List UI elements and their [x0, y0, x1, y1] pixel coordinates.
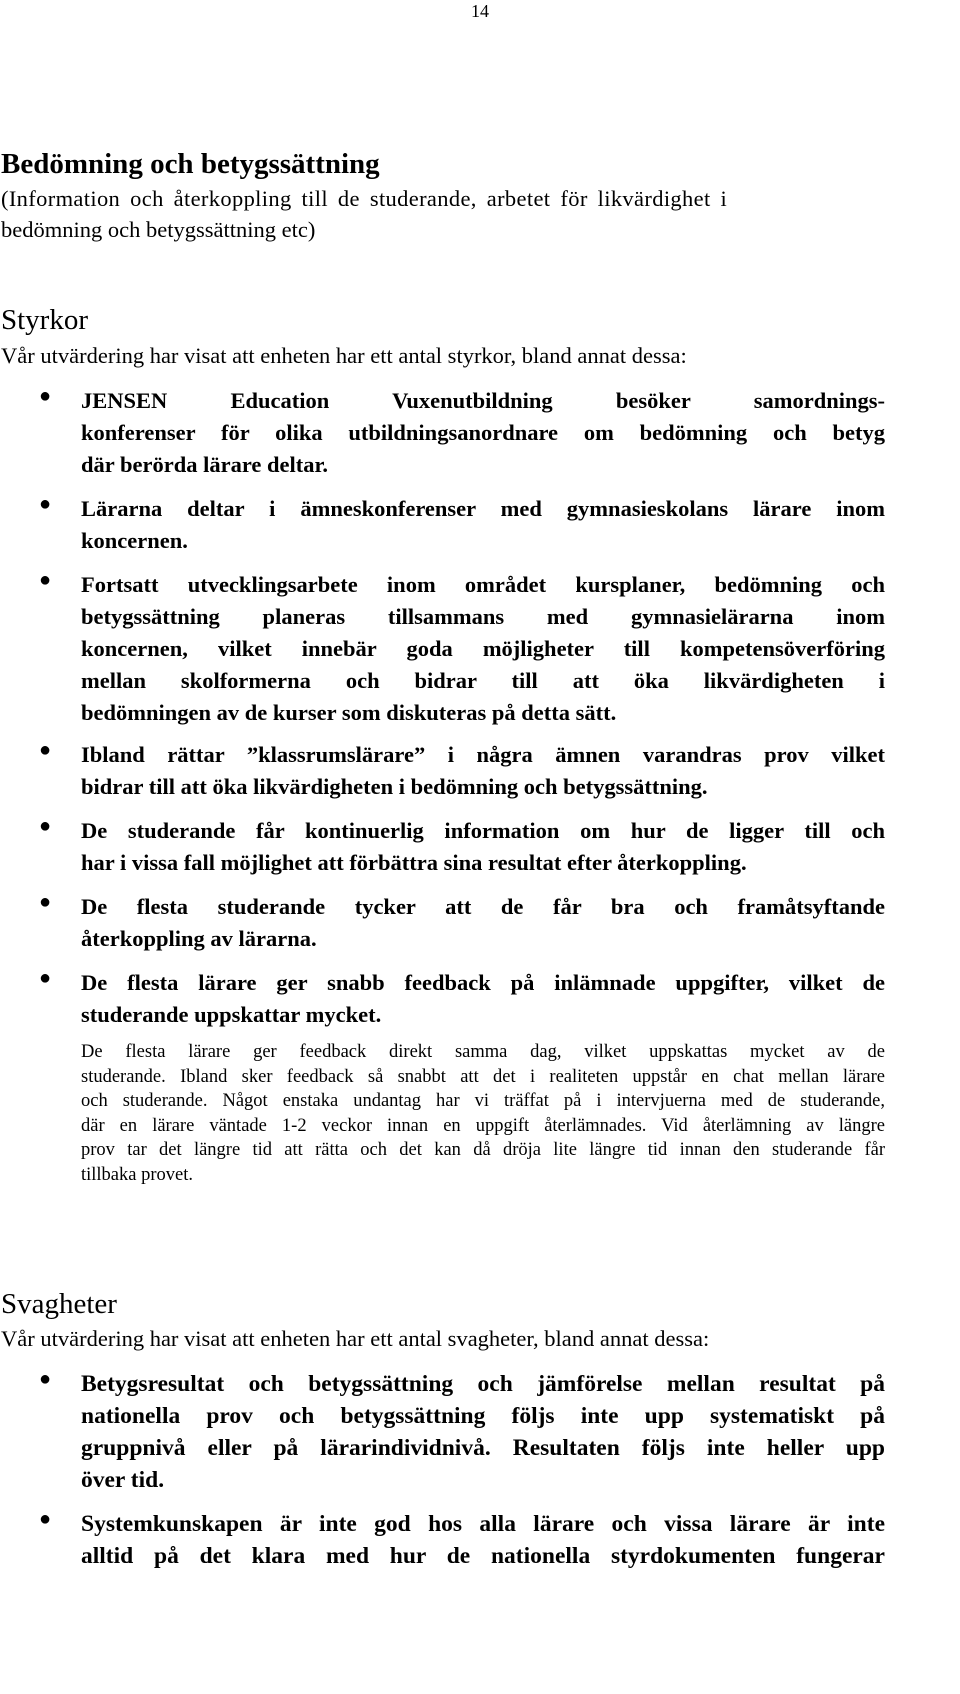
- text-line: där en lärare väntade 1-2 veckor innan en uppgift återlämnades. Vid återlämning av längre: [81, 1115, 885, 1136]
- text-line: studerande uppskattar mycket.: [81, 1002, 382, 1027]
- list-item-text: [81, 815, 885, 879]
- text-line: över tid.: [81, 1467, 165, 1493]
- text-line: gruppnivå eller på lärarindividnivå. Resultaten följs inte heller upp: [81, 1435, 885, 1461]
- text-line: betygssättning planeras tillsammans med gymnasielärarna inom: [81, 604, 885, 629]
- list-item-text: [81, 1508, 885, 1572]
- text-line: Systemkunskapen är inte god hos alla lärare och vissa lärare är inte: [81, 1511, 885, 1537]
- strengths-heading: Styrkor: [1, 304, 88, 336]
- bullet-icon: ●: [38, 1368, 52, 1390]
- bullet-icon: ●: [38, 1508, 52, 1530]
- list-item-text: [81, 1368, 885, 1496]
- text-line: JENSEN Education Vuxenutbildning besöker samordnings-: [81, 388, 885, 413]
- text-line: De flesta studerande tycker att de får bra och framåtsyftande: [81, 894, 885, 919]
- page-number: 14: [471, 1, 489, 21]
- text-line: konferenser för olika utbildningsanordnare om bedömning och betyg: [81, 420, 885, 445]
- text-line: mellan skolformerna och bidrar till att öka likvärdigheten i: [81, 668, 885, 693]
- list-item-text: [81, 739, 885, 803]
- section-subtitle-line: (Information och återkoppling till de studerande, arbetet för likvärdighet i: [1, 186, 728, 211]
- bullet-icon: ●: [38, 967, 52, 989]
- bullet-icon: ●: [38, 739, 52, 761]
- text-line: Ibland rättar ”klassrumslärare” i några ämnen varandras prov vilket: [81, 742, 885, 767]
- bullet-icon: ●: [38, 891, 52, 913]
- section-subtitle-line: bedömning och betygssättning etc): [1, 217, 316, 242]
- text-line: där berörda lärare deltar.: [81, 452, 329, 477]
- list-item-text: [81, 385, 885, 481]
- text-line: bedömningen av de kurser som diskuteras på detta sätt.: [81, 700, 617, 725]
- text-line: koncernen.: [81, 528, 188, 553]
- text-line: Fortsatt utvecklingsarbete inom området kursplaner, bedömning och: [81, 572, 885, 597]
- bullet-icon: ●: [38, 569, 52, 591]
- text-line: Lärarna deltar i ämneskonferenser med gymnasieskolans lärare inom: [81, 496, 885, 521]
- list-item-text: [81, 569, 885, 729]
- bullet-icon: ●: [38, 385, 52, 407]
- text-line: har i vissa fall möjlighet att förbättra sina resultat efter återkoppling.: [81, 850, 747, 875]
- text-line: återkoppling av lärarna.: [81, 926, 317, 951]
- text-line: tillbaka provet.: [81, 1164, 193, 1185]
- text-line: koncernen, vilket innebär goda möjligheter till kompetensöverföring: [81, 636, 885, 661]
- weaknesses-intro: Vår utvärdering har visat att enheten har ett antal svagheter, bland annat dessa:: [1, 1326, 710, 1351]
- text-line: och studerande. Något enstaka undantag har vi träffat på i intervjuerna med de studerande,: [81, 1091, 885, 1111]
- section-title: Bedömning och betygssättning: [1, 148, 380, 180]
- strengths-intro: Vår utvärdering har visat att enheten har ett antal styrkor, bland annat dessa:: [1, 343, 687, 368]
- text-line: De flesta lärare ger feedback direkt samma dag, vilket uppskattas mycket av de: [81, 1042, 885, 1062]
- text-line: Betygsresultat och betygssättning och jämförelse mellan resultat på: [81, 1371, 885, 1397]
- text-line: alltid på det klara med hur de nationella styrdokumenten fungerar: [81, 1543, 885, 1569]
- list-item-text: [81, 891, 885, 955]
- text-line: studerande. Ibland sker feedback så snabbt att det i realiteten uppstår en chat mellan lärare: [81, 1066, 885, 1087]
- list-item-text: [81, 493, 885, 557]
- text-line: prov tar det längre tid att rätta och det kan då dröja lite längre tid innan den studerande får: [81, 1140, 885, 1160]
- bullet-icon: ●: [38, 815, 52, 837]
- text-line: nationella prov och betygssättning följs inte upp systematiskt på: [81, 1403, 885, 1429]
- bullet-icon: ●: [38, 493, 52, 515]
- weaknesses-heading: Svagheter: [1, 1288, 117, 1320]
- list-item-text: [81, 967, 885, 1031]
- text-line: De studerande får kontinuerlig information om hur de ligger till och: [81, 818, 885, 843]
- text-line: bidrar till att öka likvärdigheten i bedömning och betygssättning.: [81, 774, 708, 799]
- feedback-note: [81, 1040, 885, 1187]
- text-line: De flesta lärare ger snabb feedback på inlämnade uppgifter, vilket de: [81, 970, 885, 995]
